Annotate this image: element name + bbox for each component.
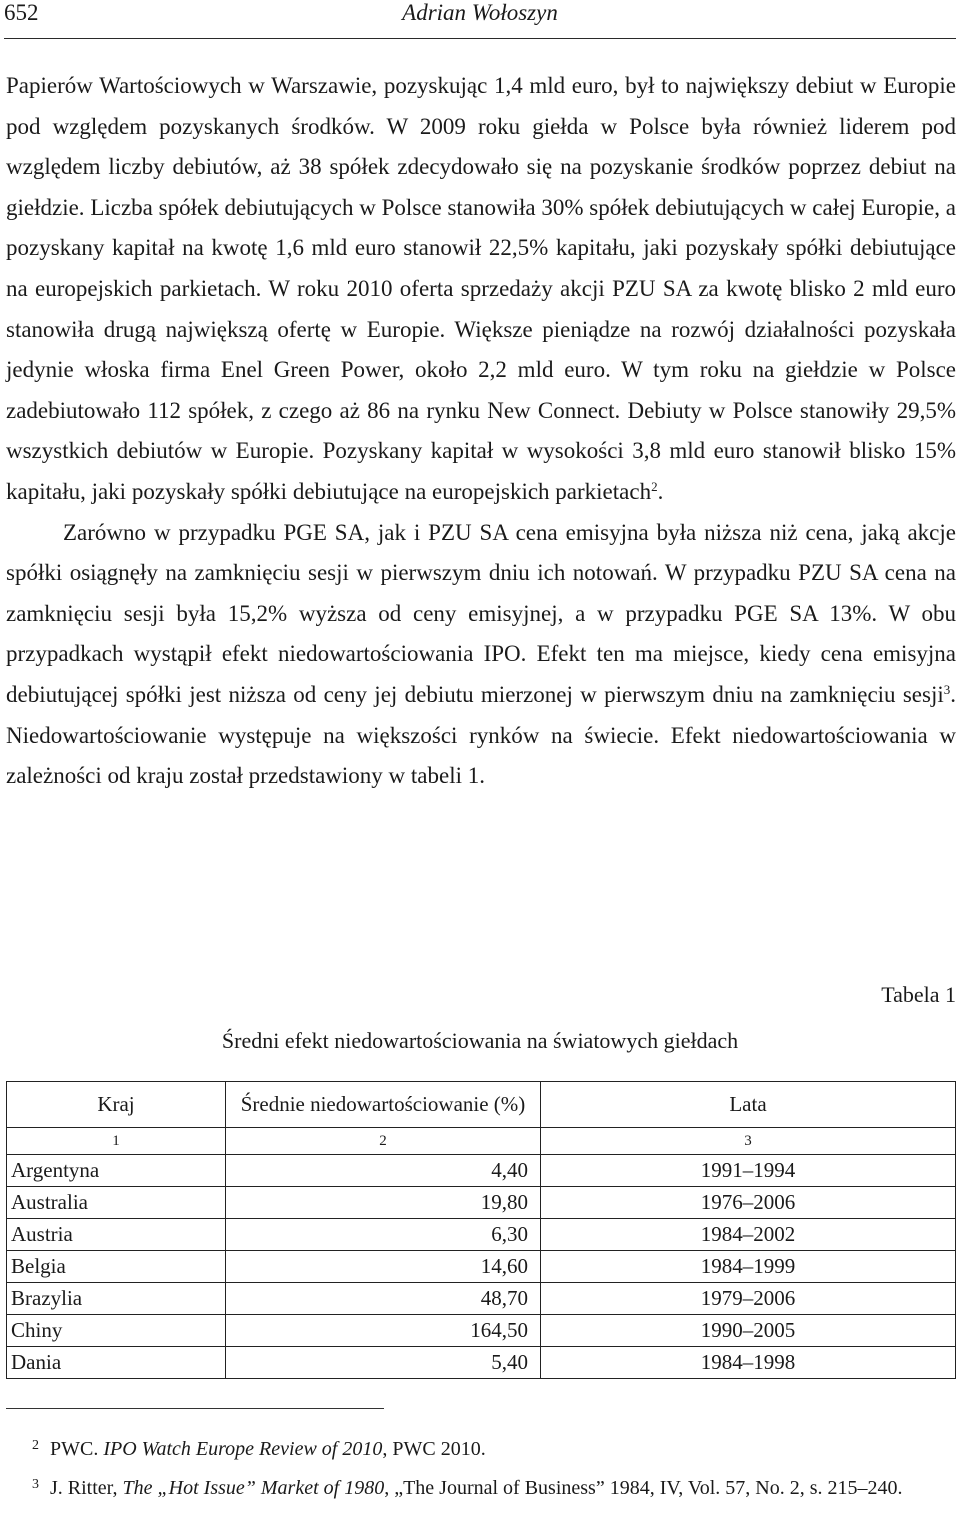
footnote-title: IPO Watch Europe Review of 2010 (103, 1438, 383, 1460)
table-row (7, 1251, 956, 1283)
cell-years: 1990–2005 (541, 1315, 956, 1347)
footnotes (6, 1428, 956, 1506)
column-number-row (7, 1128, 956, 1155)
cell-underpricing: 4,40 (226, 1155, 541, 1187)
table-row (7, 1219, 956, 1251)
cell-years: 1984–2002 (541, 1219, 956, 1251)
column-number: 3 (541, 1128, 956, 1155)
table-header-row (7, 1082, 956, 1128)
cell-underpricing: 6,30 (226, 1219, 541, 1251)
footnote-ref-3[interactable]: 3 (943, 681, 951, 697)
cell-underpricing: 164,50 (226, 1315, 541, 1347)
header-years: Lata (541, 1082, 956, 1128)
cell-underpricing: 5,40 (226, 1347, 541, 1379)
footnote-number: 2 (32, 1438, 39, 1453)
table-row (7, 1187, 956, 1219)
cell-country: Australia (7, 1187, 226, 1219)
footnote-text: PWC. (50, 1438, 104, 1460)
footnote-text: , „The Journal of Business” 1984, IV, Vol. 57, No. 2, s. 215–240. (384, 1477, 903, 1499)
cell-country: Argentyna (7, 1155, 226, 1187)
footnote-title: The „Hot Issue” Market of 1980 (122, 1477, 385, 1499)
column-number: 2 (226, 1128, 541, 1155)
cell-years: 1984–1999 (541, 1251, 956, 1283)
table-row (7, 1347, 956, 1379)
page-number: 652 (4, 0, 39, 25)
table-title: Średni efekt niedowartościowania na światowych giełdach (221, 1028, 739, 1053)
footnote-3 (6, 1467, 956, 1506)
column-number: 1 (7, 1128, 226, 1155)
footnote-2 (6, 1428, 956, 1467)
cell-years: 1976–2006 (541, 1187, 956, 1219)
footnote-ref-2[interactable]: 2 (651, 478, 658, 494)
body-text (6, 66, 956, 797)
table-row (7, 1155, 956, 1187)
cell-years: 1984–1998 (541, 1347, 956, 1379)
footnote-number: 3 (32, 1477, 39, 1492)
paragraph-1-end: . (657, 478, 664, 504)
cell-country: Belgia (7, 1251, 226, 1283)
paragraph-2 (6, 513, 956, 797)
cell-underpricing: 19,80 (226, 1187, 541, 1219)
footnote-text: J. Ritter, (50, 1477, 123, 1499)
footnote-rule (6, 1408, 384, 1409)
running-head (0, 0, 960, 30)
underpricing-table (6, 1081, 956, 1379)
header-country: Kraj (7, 1082, 226, 1128)
cell-underpricing: 14,60 (226, 1251, 541, 1283)
footnote-text: , PWC 2010. (382, 1438, 486, 1460)
paragraph-2-rest: . Niedowartościowanie występuje na większości rynków na świecie. Efekt niedowartościowania w zależności od kraju został przedstawiony w tabeli 1. (6, 681, 956, 789)
header-underpricing: Średnie niedowartościowanie (%) (226, 1082, 541, 1128)
paragraph-1-text: Papierów Wartościowych w Warszawie, pozyskując 1,4 mld euro, był to największy debiut w Europie pod względem pozyskanych środków. W 2009 roku giełda w Polsce była również liderem pod względem liczby debiutów, aż 38 spółek zdecydowało się na pozyskanie środków poprzez debiut na giełdzie. Liczba spółek debiutujących w Polsce stanowiła 30% spółek debiutujących w całej Europie, a pozyskany kapitał na kwotę 1,6 mld euro stanowił 22,5% kapitału, jaki pozyskały spółki debiutujące na europejskich parkietach. W roku 2010 oferta sprzedaży akcji PZU SA za kwotę blisko 2 mld euro stanowiła drugą największą ofertę w Europie. Większe pieniądze na rozwój działalności pozyskała jedynie włoska firma Enel Green Power, około 2,2 mld euro. W tym roku na giełdzie w Polsce zadebiutowało 112 spółek, z czego aż 86 na rynku New Connect. Debiuty w Polsce stanowiły 29,5% wszystkich debiutów w Europie. Pozyskany kapitał w wysokości 3,8 mld euro stanowił blisko 15% kapitału, jaki pozyskały spółki debiutujące na europejskich parkietach (6, 73, 956, 504)
cell-country: Brazylia (7, 1283, 226, 1315)
cell-years: 1991–1994 (541, 1155, 956, 1187)
table-row (7, 1283, 956, 1315)
cell-years: 1979–2006 (541, 1283, 956, 1315)
cell-country: Austria (7, 1219, 226, 1251)
cell-country: Dania (7, 1347, 226, 1379)
paragraph-2-text: Zarówno w przypadku PGE SA, jak i PZU SA cena emisyjna była niższa niż cena, jaką akcje spółki osiągnęły na zamknięciu sesji w pierwszym dniu ich notowań. W przypadku PZU SA cena na zamknięciu sesji była 15,2% wyższa od ceny emisyjnej, a w przypadku PGE SA 13%. W obu przypadkach wystąpił efekt niedowartościowania IPO. Efekt ten ma miejsce, kiedy cena emisyjna debiutującej spółki jest niższa od ceny jej debiutu mierzonej w pierwszym dniu na zamknięciu sesji (6, 519, 956, 707)
table-label: Tabela 1 (881, 982, 956, 1007)
cell-underpricing: 48,70 (226, 1283, 541, 1315)
cell-country: Chiny (7, 1315, 226, 1347)
table-row (7, 1315, 956, 1347)
running-head-author: Adrian Wołoszyn (402, 0, 558, 25)
header-rule (4, 38, 956, 39)
paragraph-1 (6, 66, 956, 513)
